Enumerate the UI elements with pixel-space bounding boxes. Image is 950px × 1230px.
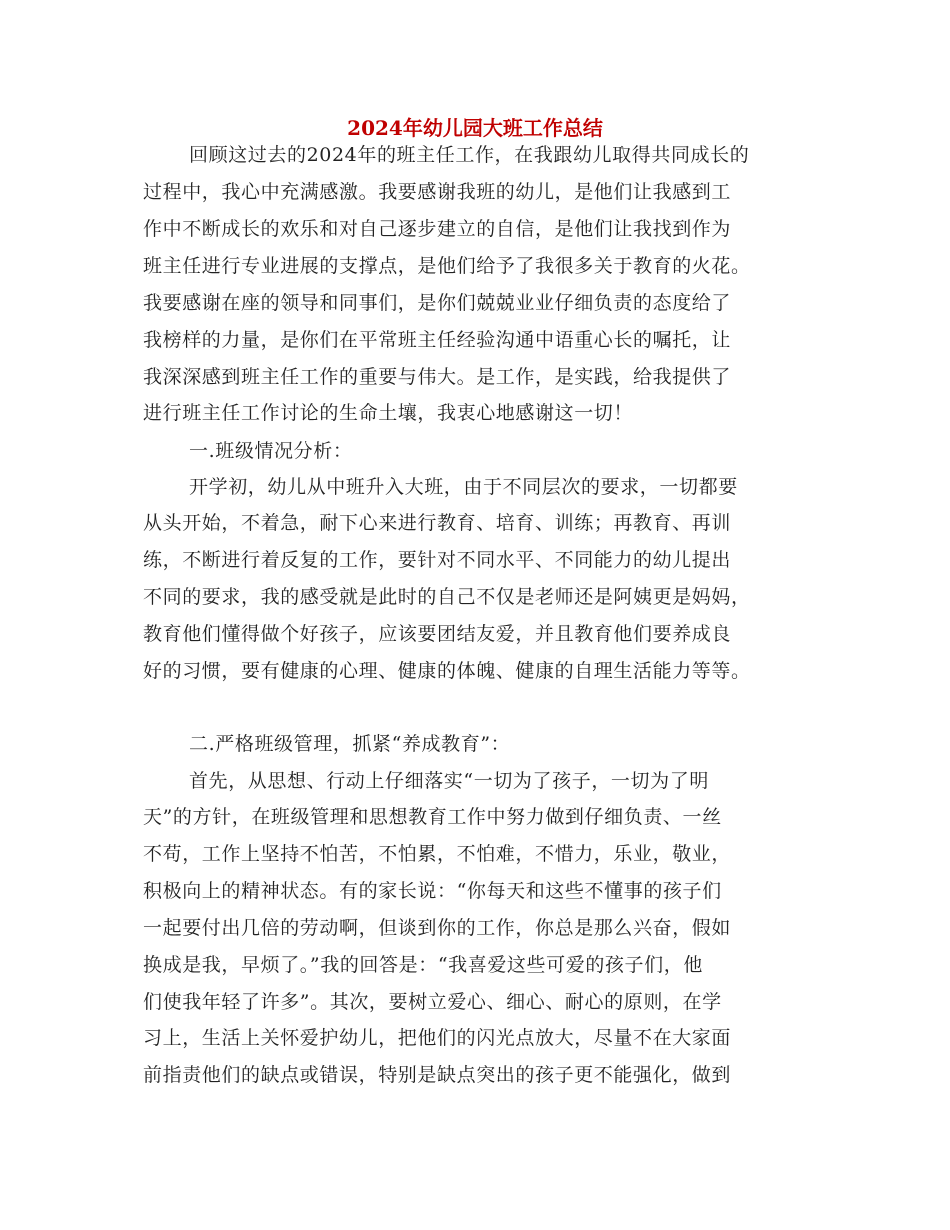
paragraph-line: 我要感谢在座的领导和同事们，是你们兢兢业业仔细负责的态度给了 (143, 292, 732, 314)
paragraph-line: 换成是我，早烦了。”我的回答是：“我喜爱这些可爱的孩子们，他 (143, 954, 703, 976)
paragraph-line: 习上，生活上关怀爱护幼儿，把他们的闪光点放大，尽量不在大家面 (143, 1027, 732, 1049)
section-heading: 二.严格班级管理，抓紧“养成教育”： (189, 733, 511, 755)
paragraph-line: 不同的要求，我的感受就是此时的自己不仅是老师还是阿姨更是妈妈， (143, 586, 751, 608)
paragraph-line: 练，不断进行着反复的工作，要针对不同水平、不同能力的幼儿提出 (143, 549, 732, 571)
paragraph-line: 开学初，幼儿从中班升入大班，由于不同层次的要求，一切都要 (189, 476, 738, 498)
paragraph-line: 们使我年轻了许多”。其次，要树立爱心、细心、耐心的原则，在学 (143, 991, 722, 1013)
paragraph-line: 不苟，工作上坚持不怕苦，不怕累，不怕难，不惜力，乐业，敬业， (143, 843, 732, 865)
paragraph-line: 首先，从思想、行动上仔细落实“一切为了孩子，一切为了明 (189, 770, 709, 792)
section-heading: 一.班级情况分析： (189, 440, 353, 462)
paragraph-line: 我深深感到班主任工作的重要与伟大。是工作，是实践，给我提供了 (143, 366, 732, 388)
document-title: 2024年幼儿园大班工作总结 (347, 116, 603, 140)
paragraph-line: 好的习惯，要有健康的心理、健康的体魄、健康的自理生活能力等等。 (143, 660, 751, 682)
paragraph-line: 进行班主任工作讨论的生命土壤，我衷心地感谢这一切！ (143, 402, 634, 424)
paragraph-line: 作中不断成长的欢乐和对自己逐步建立的自信，是他们让我找到作为 (143, 218, 732, 240)
paragraph-line: 积极向上的精神状态。有的家长说：“你每天和这些不懂事的孩子们 (143, 880, 722, 902)
paragraph-line: 前指责他们的缺点或错误，特别是缺点突出的孩子更不能强化，做到 (143, 1064, 732, 1086)
paragraph-line: 回顾这过去的2024年的班主任工作，在我跟幼儿取得共同成长的 (189, 144, 750, 166)
paragraph-line: 天”的方针，在班级管理和思想教育工作中努力做到仔细负责、一丝 (143, 806, 722, 828)
paragraph-line: 一起要付出几倍的劳动啊，但谈到你的工作，你总是那么兴奋，假如 (143, 917, 732, 939)
paragraph-line: 班主任进行专业进展的支撑点，是他们给予了我很多关于教育的火花。 (143, 255, 751, 277)
paragraph-line: 从头开始，不着急，耐下心来进行教育、培育、训练；再教育、再训 (143, 512, 732, 534)
paragraph-line: 教育他们懂得做个好孩子，应该要团结友爱，并且教育他们要养成良 (143, 623, 732, 645)
paragraph-line: 我榜样的力量，是你们在平常班主任经验沟通中语重心长的嘱托，让 (143, 329, 732, 351)
paragraph-line: 过程中，我心中充满感激。我要感谢我班的幼儿，是他们让我感到工 (143, 181, 732, 203)
